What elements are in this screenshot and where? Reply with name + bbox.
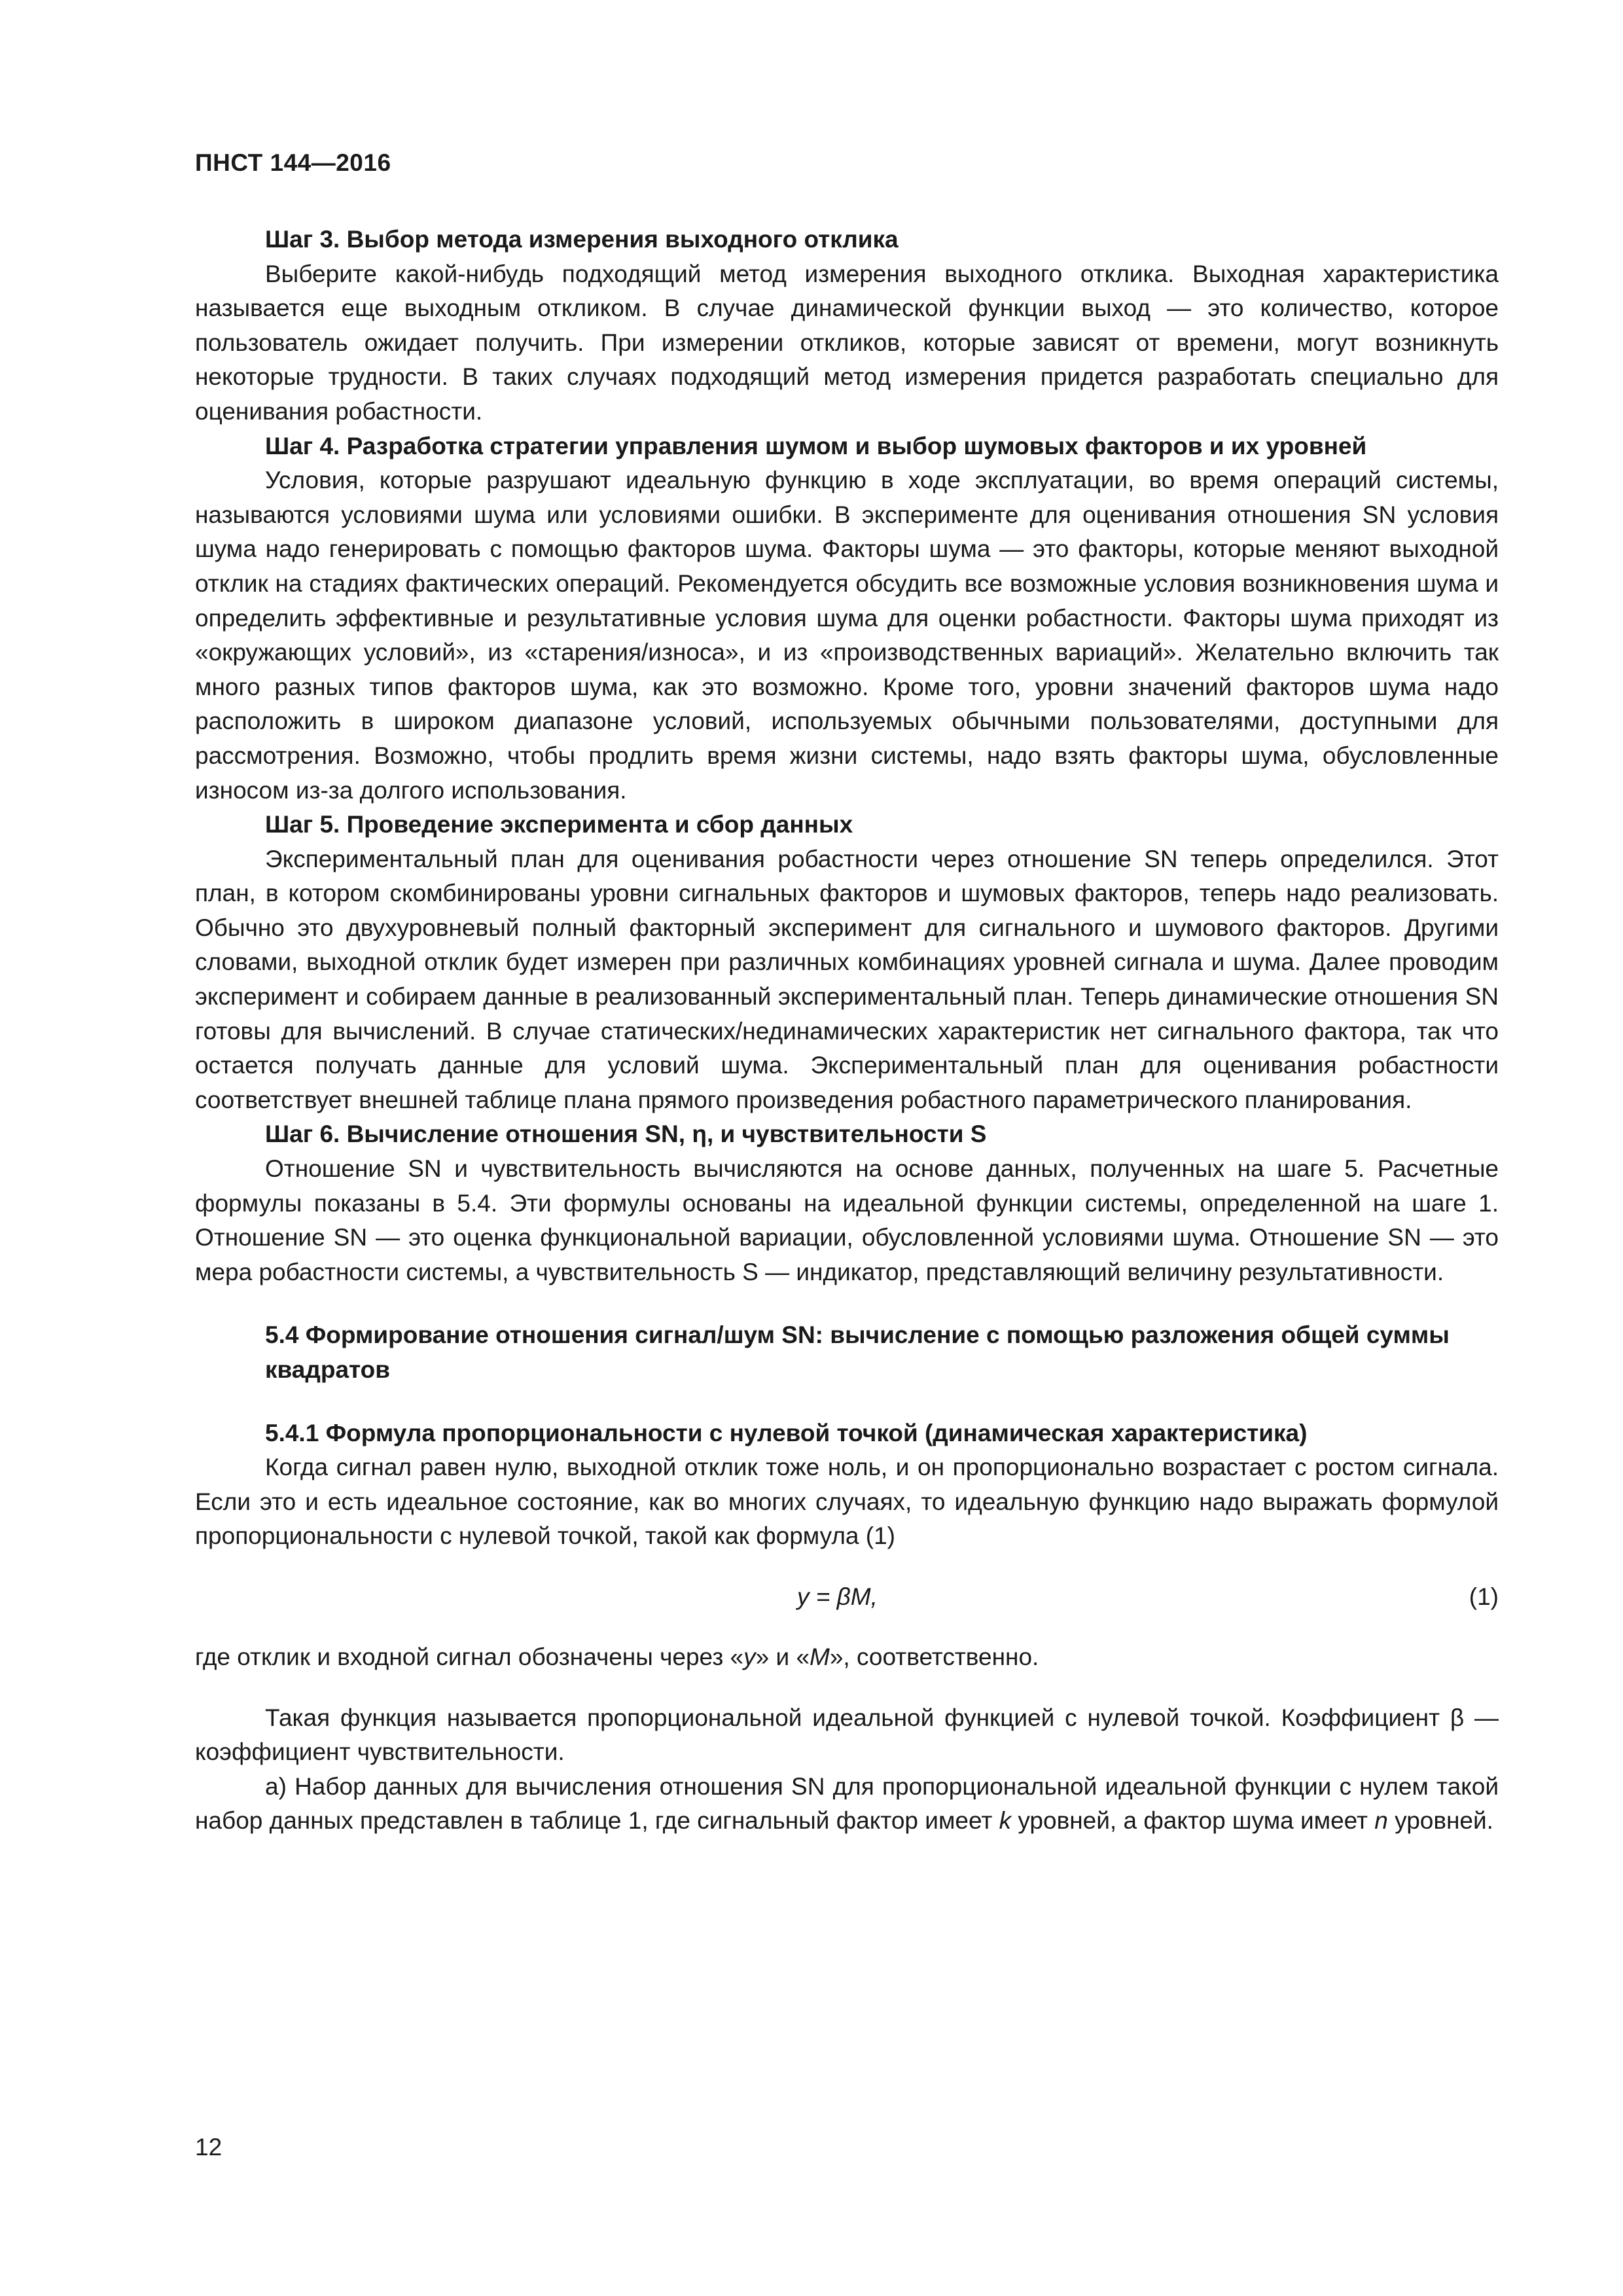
- step3-text: Выберите какой-нибудь подходящий метод измерения выходного отклика. Выходная характеристика называется еще выходным откликом. В случае динамической функции выход — это количество, которое пользователь ожидает получить. При измерении откликов, которые зависят от времени, могут возникнуть некоторые трудности. В таких случаях подходящий метод измерения придется разработать специально для оценивания робастности.: [195, 260, 1499, 425]
- step6-text: Отношение SN и чувствительность вычисляются на основе данных, полученных на шаге 5. Расчетные формулы показаны в 5.4. Эти формулы основаны на идеальной функции системы, определенной на шаге 1. Отношение SN — это оценка функциональной вариации, обусловленной условиями шума. Отношение SN — это мера робастности системы, а чувствительность S — индикатор, представляющий величину результативности.: [195, 1155, 1499, 1285]
- formula-1: [195, 1580, 1499, 1614]
- item-a-middle: уровней, а фактор шума имеет: [1011, 1807, 1375, 1835]
- section-5-4-1-text: Когда сигнал равен нулю, выходной отклик тоже ноль, и он пропорционально возрастает с ростом сигнала. Если это и есть идеальное состояние, как во многих случаях, то идеальную функцию надо выражать формулой пропорциональности с нулевой точкой, такой как формула (1): [195, 1454, 1499, 1550]
- item-a-k-symbol: k: [999, 1807, 1012, 1835]
- definition-text: Такая функция называется пропорциональной идеальной функцией с нулевой точкой. Коэффициент β — коэффициент чувствительности.: [195, 1704, 1499, 1766]
- item-a-text: [195, 1770, 1499, 1839]
- document-body: [195, 223, 1499, 1839]
- step4-title: Шаг 4. Разработка стратегии управления шумом и выбор шумовых факторов и их уровней: [265, 432, 1367, 459]
- step6-title: Шаг 6. Вычисление отношения SN, η, и чувствительности S: [265, 1121, 987, 1148]
- where-prefix: где отклик и входной сигнал обозначены через «: [195, 1643, 744, 1670]
- step4-text: Условия, которые разрушают идеальную функцию в ходе эксплуатации, во время операций системы, называются условиями шума или условиями ошибки. В эксперименте для оценивания отношения SN условия шума надо генерировать с помощью факторов шума. Факторы шума — это факторы, которые меняют выходной отклик на стадиях фактических операций. Рекомендуется обсудить все возможные условия возникновения шума и определить эффективные и результативные условия шума для оценки робастности. Факторы шума приходят из «окружающих условий», из «старения/износа», и из «производственных вариаций». Желательно включить так много разных типов факторов шума, как это возможно. Кроме того, уровни значений факторов шума надо расположить в широком диапазоне условий, используемых обычными пользователями, доступными для рассмотрения. Возможно, чтобы продлить время жизни системы, надо взять факторы шума, обусловленные износом из-за долгого использования.: [195, 467, 1499, 804]
- formula-expression: y = βM,: [797, 1583, 878, 1610]
- section-5-4-title: 5.4 Формирование отношения сигнал/шум SN: вычисление с помощью разложения общей суммы квадратов: [265, 1321, 1450, 1383]
- step3-title: Шаг 3. Выбор метода измерения выходного отклика: [265, 226, 899, 253]
- formula-number: (1): [1469, 1583, 1499, 1610]
- where-suffix: », соответственно.: [829, 1643, 1039, 1670]
- where-y-symbol: y: [743, 1643, 756, 1670]
- step5-title: Шаг 5. Проведение эксперимента и сбор данных: [265, 811, 853, 838]
- step5-text: Экспериментальный план для оценивания робастности через отношение SN теперь определился. Этот план, в котором скомбинированы уровни сигнальных факторов и шумовых факторов, теперь надо реализовать. Обычно это двухуровневый полный факторный эксперимент для сигнального и шумового факторов. Другими словами, выходной отклик будет измерен при различных комбинациях уровней сигнала и шума. Далее проводим эксперимент и собираем данные в реализованный экспериментальный план. Теперь динамические отношения SN готовы для вычислений. В случае статических/нединамических характеристик нет сигнального фактора, так что остается получать данные для условий шума. Экспериментальный план для оценивания робастности соответствует внешней таблице плана прямого произведения робастного параметрического планирования.: [195, 845, 1499, 1113]
- document-header: ПНСТ 144—2016: [195, 149, 391, 176]
- item-a-n-symbol: n: [1374, 1807, 1388, 1835]
- where-m-symbol: M: [810, 1643, 830, 1670]
- where-middle: » и «: [755, 1643, 810, 1670]
- page-number: 12: [195, 2134, 223, 2161]
- formula-where-line: [195, 1640, 1499, 1675]
- item-a-suffix: уровней.: [1387, 1807, 1493, 1835]
- section-5-4-1-title: 5.4.1 Формула пропорциональности с нулевой точкой (динамическая характеристика): [265, 1419, 1308, 1446]
- item-a-prefix: а) Набор данных для вычисления отношения SN для пропорциональной идеальной функции с нулем такой набор данных представлен в таблице 1, где сигнальный фактор имеет: [195, 1772, 1499, 1835]
